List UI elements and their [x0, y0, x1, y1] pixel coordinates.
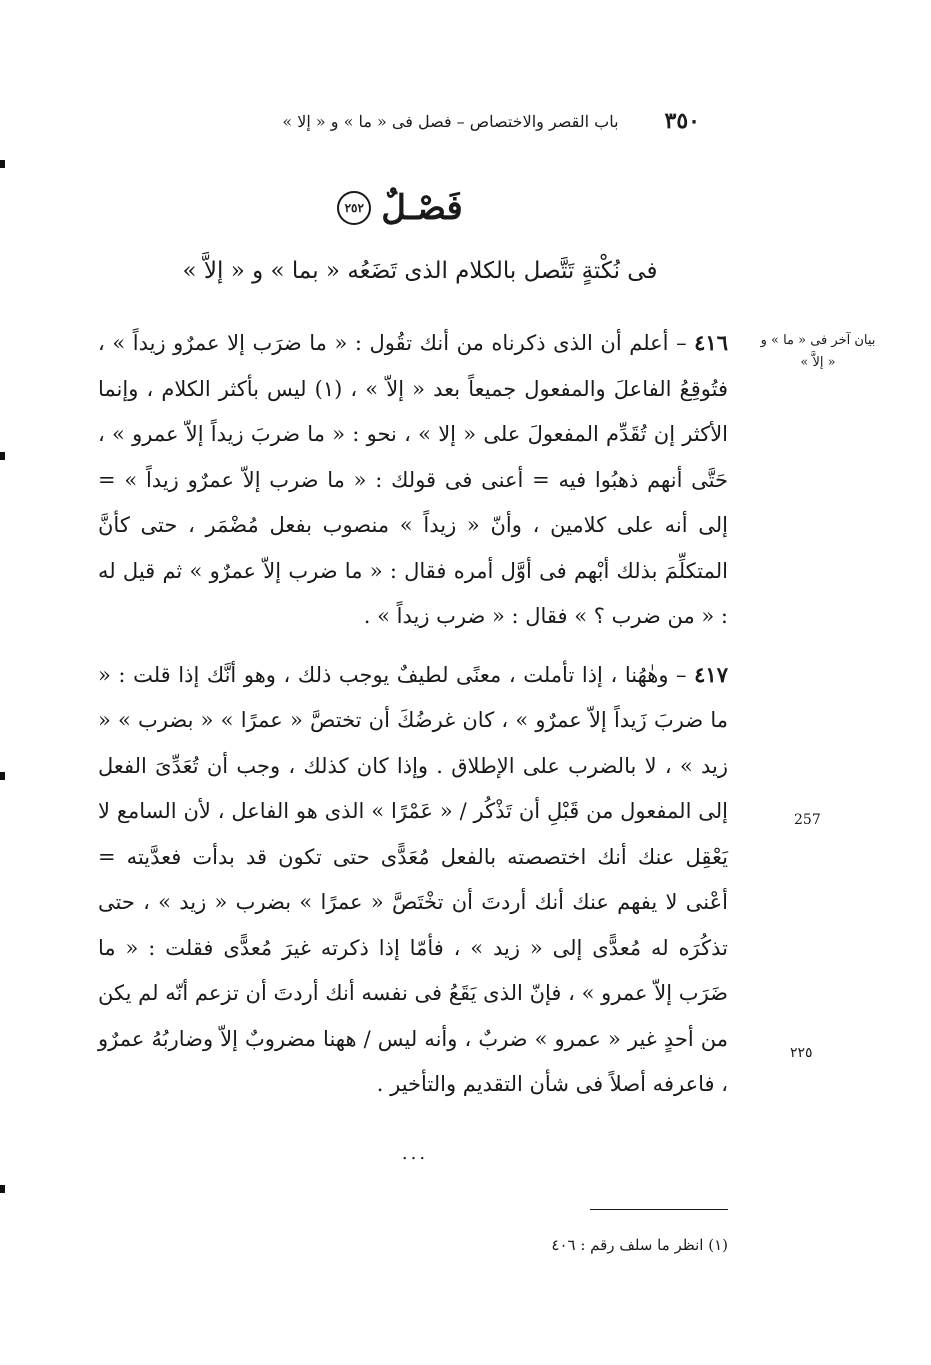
- running-head: باب القصر والاختصاص – فصل فى « ما » و « إلا »: [282, 111, 619, 131]
- scan-edge-mark: [0, 772, 5, 780]
- paragraph-text: – وهٰهُنا ، إذا تأملت ، معنًى لطيفٌ يوجب ذلك ، وهو أنَّك إذا قلت : « ما ضربَ زَيداً إلاّ عمرٌو » ، كان غرضُكَ أن تختصَّ « عمرًا » « بضرب » « زيد » ، لا بالضرب على الإطلاق . وإذا كان كذلك ، وجب أن تُعَدِّىَ الفعل إلى المفعول من قَبْلِ أن تَذْكُر / « عَمْرًا » الذى هو الفاعل ، لأن السامع لا يَعْقِل عنك أنك اختصصته بالفعل مُعَدًّى حتى تكون قد بدأت فعدَّيته = أعْنى لا يفهم عنك أنك أردتَ أن تخْتَصَّ « عمرًا » بضرب « زيد » ، حتى تذكُرَه له مُعدًّى إلى « زيد » ، فأمّا إذا ذكرته غيرَ مُعدًّى فقلت : « ما ضَرَب إلاّ عمرو » ، فإنّ الذى يَقَعُ فى نفسه أنك أردتَ أن تزعم أنّه لم يكن من أحدٍ غير « عمرو » ضربٌ ، وأنه ليس / ههنا مضروبٌ إلاّ وضاربُهُ عمرٌو ، فاعرفه أصلاً فى شأن التقديم والتأخير .: [98, 662, 728, 1096]
- margin-page-ref: ٢٢٥: [790, 1045, 813, 1061]
- footnote: (١) انظر ما سلف رقم : ٤٠٦: [551, 1236, 728, 1254]
- scan-edge-mark: [0, 1185, 5, 1193]
- scan-edge-mark: [0, 452, 5, 460]
- paragraph-number: ٤١٦: [694, 330, 728, 355]
- section-title: فَصْـلٌ: [381, 188, 463, 228]
- scan-edge-mark: [0, 160, 5, 168]
- paragraph-text: – أعلم أن الذى ذكرناه من أنك تقُول : « ما ضرَب إلا عمرٌو زيداً » ، فتُوقِعُ الفاعلَ والمفعول جميعاً بعد « إلاّ » ، (١) ليس بأكثر الكلام ، وإنما الأكثر إن تُقَدِّم المفعولَ على « إلا » ، نحو : « ما ضربَ زيداً إلاّ عمرو » ، حَتَّى أنهم ذهبُوا فيه = أعنى فى قولك : « ما ضرب إلاّ عمرٌو زيداً » = إلى أنه على كلامين ، وأنّ « زيداً » منصوب بفعل مُضْمَر ، حتى كأنَّ المتكلِّمَ بذلك أبْهم فى أوَّل أمره فقال : « ما ضرب إلاّ عمرٌو » ثم قيل له : « من ضرب ؟ » فقال : « ضرب زيداً » .: [98, 331, 728, 628]
- paragraph-number: ٤١٧: [694, 661, 728, 687]
- section-end-ornament: ...: [401, 1143, 429, 1164]
- paragraph: [98, 652, 728, 1108]
- margin-note: بيان آخر فى « ما » و « إلاَّ »: [760, 333, 876, 370]
- margin-page-ref: 257: [794, 812, 821, 828]
- page-number: ٣٥٠: [664, 108, 700, 134]
- page-header: [200, 105, 700, 137]
- section-subtitle: فى نُكْتةٍ تَتَّصل بالكلام الذى تَضَعُه « بما » و « إلاَّ »: [182, 258, 658, 284]
- section-heading: [300, 188, 500, 228]
- body-text: [98, 320, 728, 1108]
- section-number-badge: ٢٥٢: [337, 191, 371, 225]
- footnote-rule: [590, 1209, 728, 1210]
- paragraph: [98, 320, 728, 640]
